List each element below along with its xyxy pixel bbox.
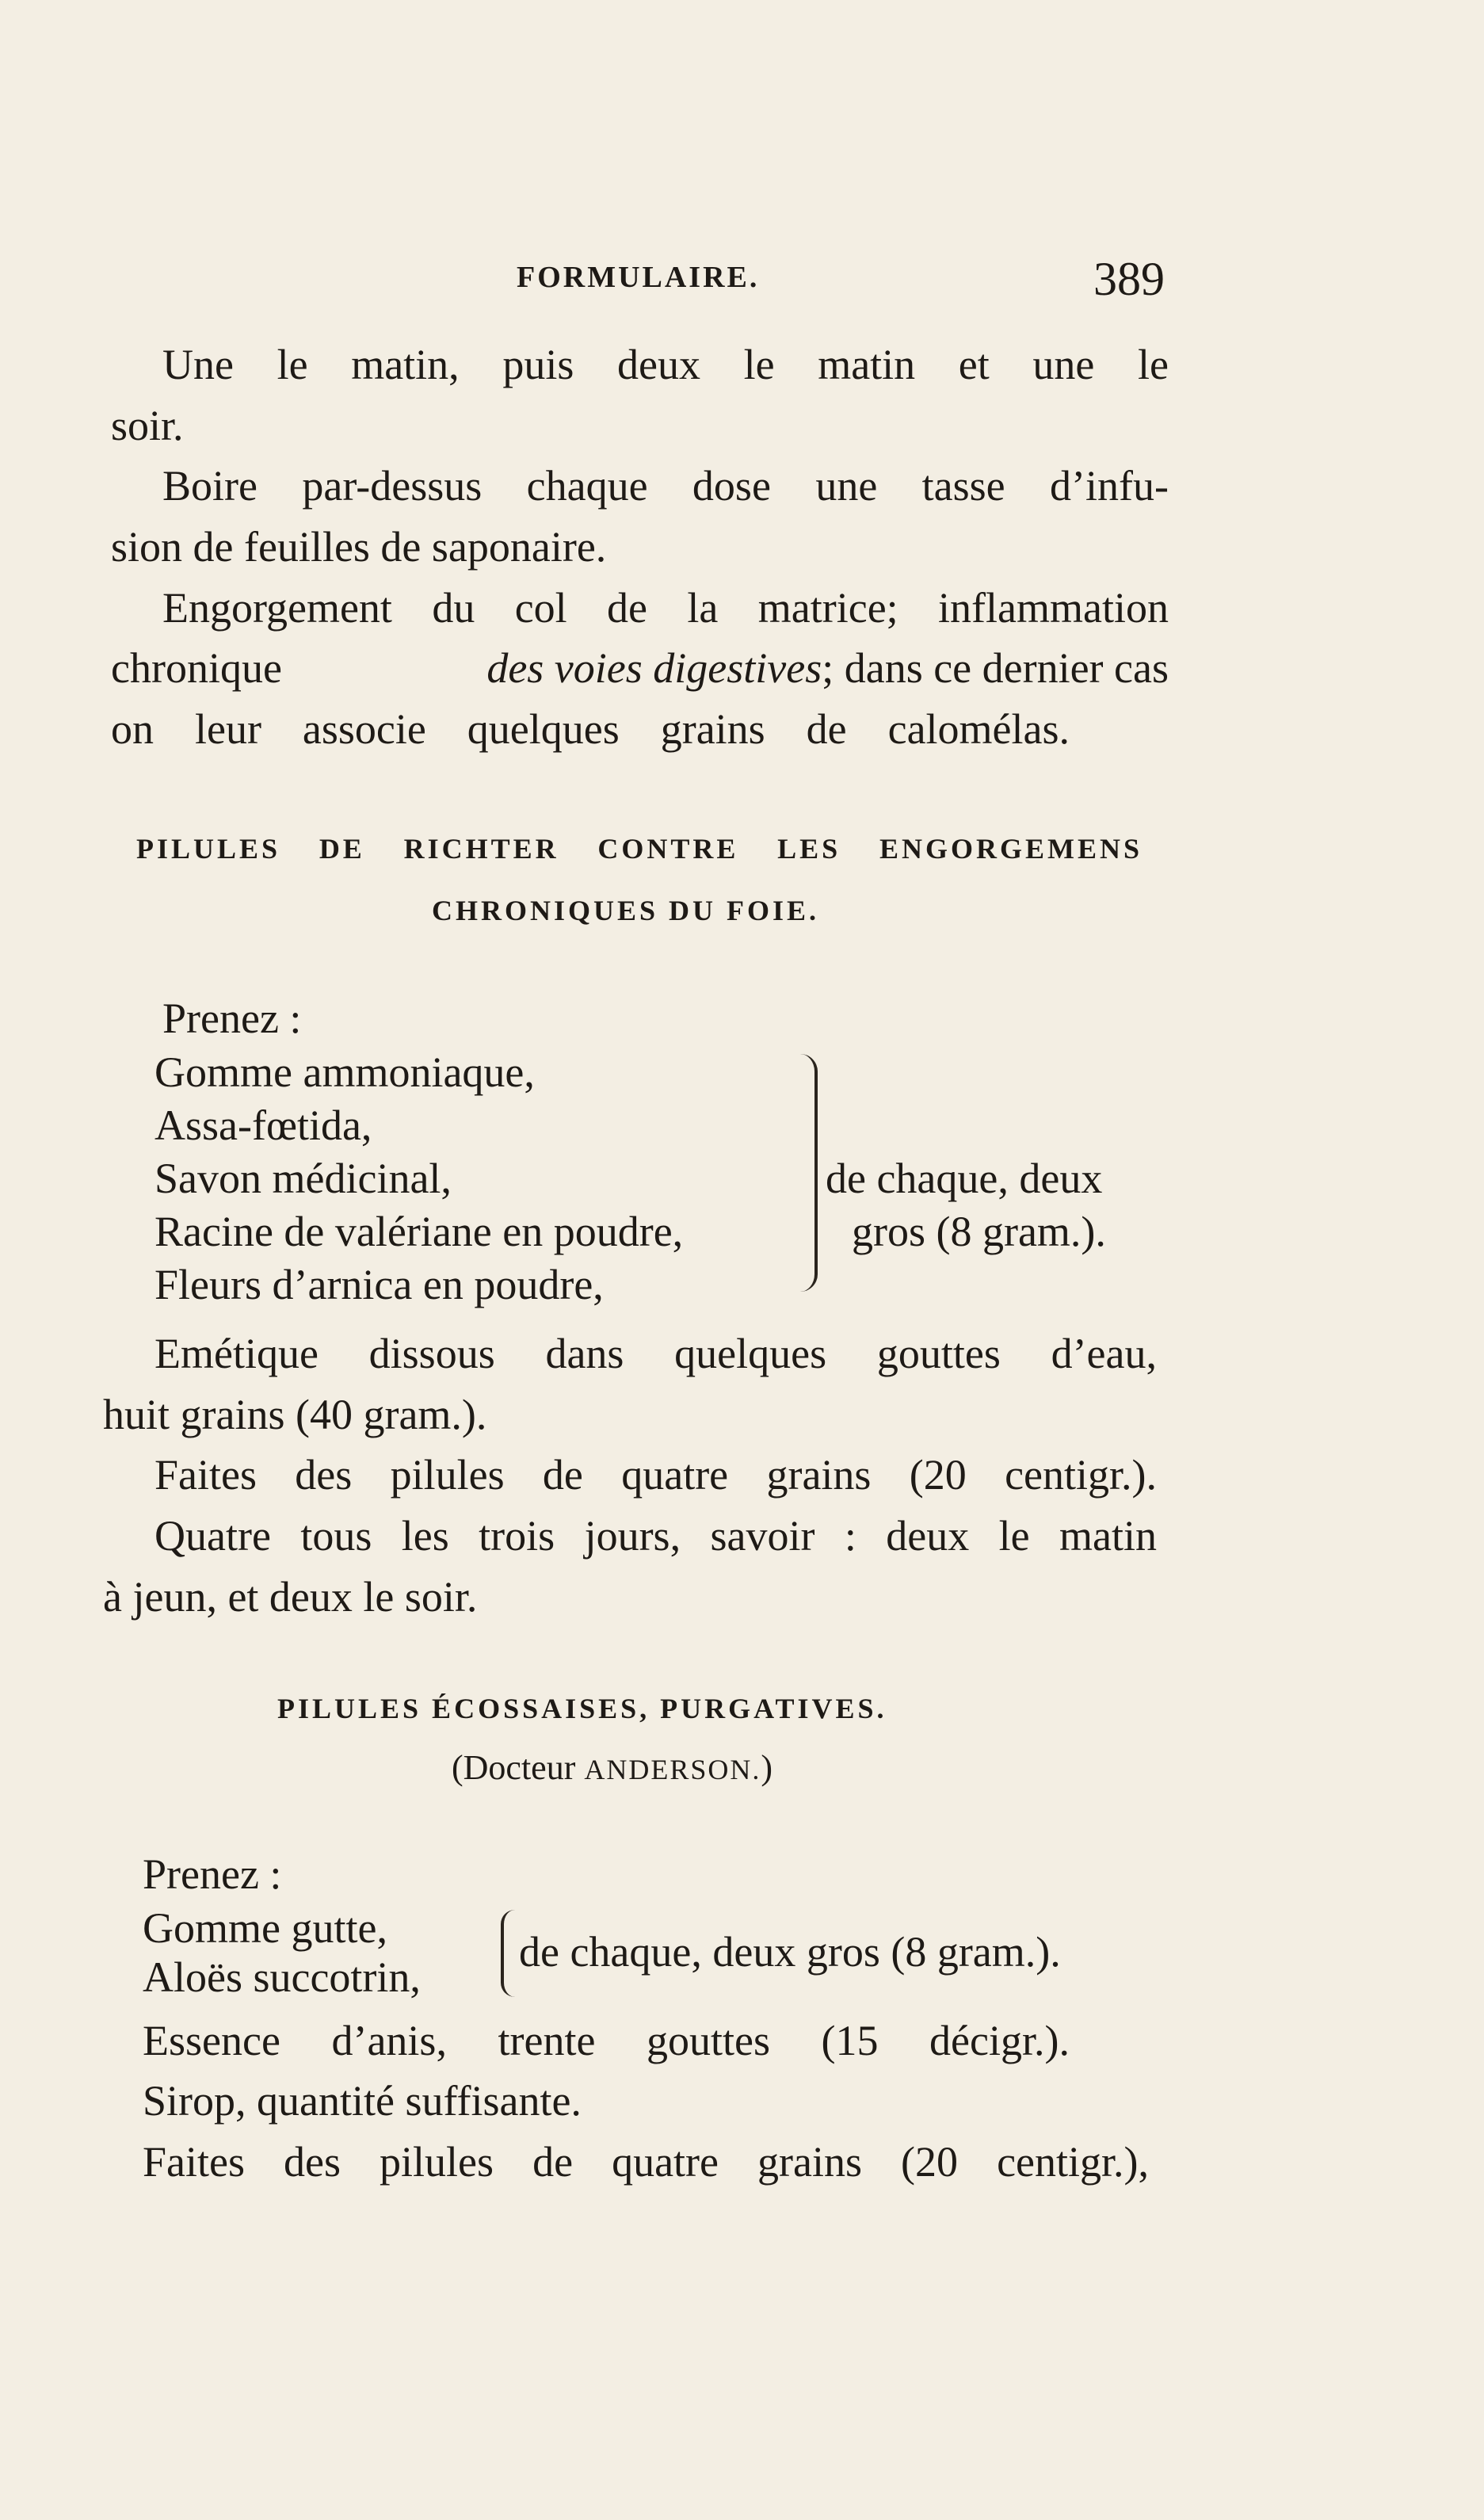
section1-title-line-2: CHRONIQUES DU FOIE.	[432, 895, 820, 926]
page-number: 389	[1093, 253, 1165, 305]
section2-dose: de chaque, deux gros (8 gram.).	[519, 1928, 1061, 1976]
intro-line-3: Boire par-dessus chaque dose une tasse d’infu-	[162, 462, 1169, 510]
section2-essence-line: Essence d’anis, trente gouttes (15 décigr.).	[143, 2017, 1070, 2064]
section2-ingredient-2: Aloës succotrin,	[143, 1953, 421, 2001]
section1-emetique-line-2: huit grains (40 gram.).	[103, 1391, 487, 1438]
section1-faites-line: Faites des pilules de quatre grains (20 centigr.).	[155, 1451, 1157, 1499]
section1-brace	[800, 1054, 818, 1292]
section1-quatre-line-2: à jeun, et deux le soir.	[103, 1573, 478, 1621]
intro-line-7: on leur associe quelques grains de calomélas.	[111, 705, 1070, 753]
section2-author-suffix: )	[761, 1748, 773, 1787]
section1-prenez: Prenez :	[162, 995, 302, 1042]
section2-title: PILULES ÉCOSSAISES, PURGATIVES.	[277, 1693, 887, 1724]
intro-line-4: sion de feuilles de saponaire.	[111, 523, 607, 571]
section1-ingredient-5: Fleurs d’arnica en poudre,	[155, 1261, 604, 1308]
section2-author	[452, 1747, 773, 1788]
intro-line-2: soir.	[111, 402, 184, 449]
section2-brace	[501, 1910, 515, 1997]
section2-ingredient-1: Gomme gutte,	[143, 1904, 387, 1952]
section1-ingredient-3: Savon médicinal,	[155, 1155, 452, 1202]
section1-ingredient-2: Assa-fœtida,	[155, 1102, 372, 1149]
intro-line-6-a: chronique	[111, 644, 282, 692]
section2-faites-line: Faites des pilules de quatre grains (20 centigr.),	[143, 2138, 1149, 2186]
section2-prenez: Prenez :	[143, 1850, 282, 1898]
section2-author-name: ANDERSON.	[584, 1754, 761, 1785]
intro-line-6-italic: des voies digestives	[486, 644, 822, 692]
intro-line-6-c: ; dans ce dernier cas	[822, 644, 1169, 692]
section1-quatre-line-1: Quatre tous les trois jours, savoir : deux le matin	[155, 1512, 1157, 1560]
section1-dose-line-1: de chaque, deux	[826, 1155, 1103, 1202]
intro-line-5: Engorgement du col de la matrice; inflammation	[162, 584, 1169, 632]
section2-sirop-line: Sirop, quantité suffisante.	[143, 2077, 582, 2125]
intro-line-1: Une le matin, puis deux le matin et une le	[162, 341, 1169, 388]
page-header	[0, 252, 1484, 315]
section1-title-line-1: PILULES DE RICHTER CONTRE LES ENGORGEMENS	[136, 833, 1143, 865]
intro-line-6	[111, 640, 1169, 696]
section2-author-prefix: (Docteur	[452, 1748, 576, 1787]
section1-dose-line-2: gros (8 gram.).	[852, 1208, 1106, 1255]
section1-ingredient-1: Gomme ammoniaque,	[155, 1048, 535, 1096]
section1-emetique-line-1: Emétique dissous dans quelques gouttes d’eau,	[155, 1330, 1157, 1377]
section1-ingredient-4: Racine de valériane en poudre,	[155, 1208, 684, 1255]
running-title: FORMULAIRE.	[517, 261, 760, 294]
